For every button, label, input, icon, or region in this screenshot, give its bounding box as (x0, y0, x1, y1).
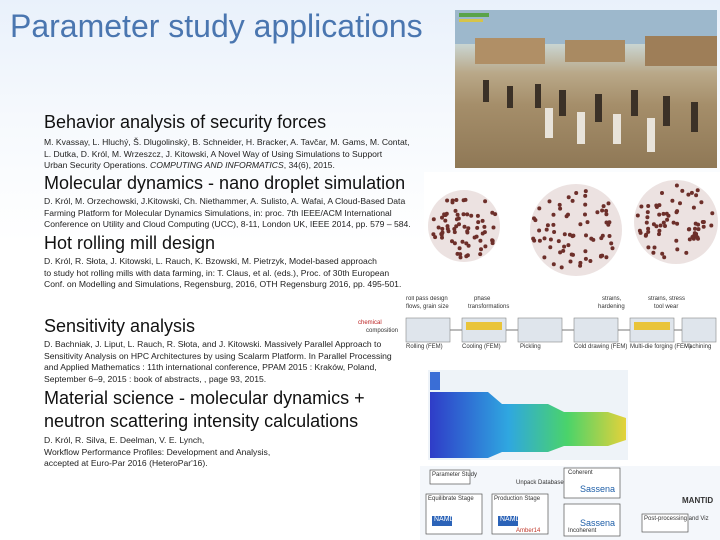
droplet-particle (542, 255, 546, 259)
ref-text: , 34(6), 2015. (283, 160, 335, 170)
droplet-particle (490, 211, 494, 215)
droplet-particle (442, 212, 446, 216)
mill-label-4: strains, stress (648, 296, 686, 302)
droplet-particle (646, 204, 650, 208)
droplet-particle (462, 212, 466, 216)
wf-production: Production Stage (494, 496, 541, 502)
droplet-particle (710, 211, 714, 215)
droplet-particle (578, 222, 582, 226)
fem-simulation-image (428, 370, 628, 460)
droplet-particle (662, 212, 666, 216)
droplet-particle (461, 240, 465, 244)
ref-line: Conf. on Modelling and Simulations, Regensburg, 2016, OTH Regensburg 2016, pp. 495-501. (44, 279, 402, 289)
droplet-particle (665, 218, 669, 222)
droplet-particle (583, 194, 587, 198)
droplet-particle (694, 222, 698, 226)
droplet-particle (462, 198, 466, 202)
wf-namd-2: NAMD (500, 516, 521, 523)
stage-forging: Multi-die forging (FEM) (630, 344, 692, 350)
droplet-particle (645, 215, 649, 219)
droplet-particle (463, 225, 467, 229)
droplet-particle (694, 193, 698, 197)
droplet-particle (674, 239, 678, 243)
security-simulation-image (455, 10, 717, 168)
section-heading-material-2: neutron scattering intensity calculations (44, 411, 359, 431)
droplet-particle (644, 234, 648, 238)
droplet-particle (558, 207, 562, 211)
droplet-particle (560, 265, 564, 269)
droplet-particle (595, 210, 599, 214)
mill-label-1: roll pass design (406, 296, 448, 302)
droplet-particle (466, 253, 470, 257)
droplet-particle (653, 246, 657, 250)
droplet-particle (672, 221, 676, 225)
mill-label-2b: transformations (468, 304, 510, 310)
droplet-particle (638, 229, 642, 233)
droplet-particle (445, 199, 449, 203)
composition-label: composition (366, 328, 399, 334)
wf-incoherent: Incoherent (568, 528, 597, 534)
droplet-particle (566, 243, 570, 247)
droplet-particle (537, 206, 541, 210)
wf-postprocessing: Post-processing and Viz (644, 516, 709, 522)
droplet-particle (441, 231, 445, 235)
droplet-particle (675, 247, 679, 251)
droplet-particle (552, 262, 556, 266)
rolling-mill-diagram (402, 296, 720, 360)
ref-line: to study hot rolling mills with data farming, in: T. Claus, et al. (eds.), Proc. of 30th European (44, 267, 390, 278)
droplet-particle (492, 226, 496, 230)
ref-line: D. Król, M. Orzechowski, J.Kitowski, Ch. Niethammer, A. Sulisto, A. Wafai, A Cloud-Based Data (44, 196, 406, 206)
droplet-particle (453, 241, 457, 245)
droplet-particle (545, 228, 549, 232)
ref-line: and Applied Mathematics : 11th international conference, PPAM 2015 : Kraków, Poland, (44, 362, 377, 372)
droplet-particle (651, 251, 655, 255)
droplet-particle (552, 213, 556, 217)
droplet-particle (600, 209, 604, 213)
droplet-particle (568, 233, 572, 237)
droplet-particle (660, 252, 664, 256)
droplet-clusters (424, 172, 720, 280)
workflow-diagram (420, 466, 720, 540)
droplet-particle (604, 212, 608, 216)
droplet-particle (548, 199, 552, 203)
droplet-particle (583, 213, 587, 217)
wf-parameter-study: Parameter Study (432, 472, 478, 478)
droplet-particle (478, 239, 482, 243)
wf-unpack: Unpack Database (516, 480, 564, 486)
mill-label-2: phase (474, 296, 491, 302)
section-heading-molecular: Molecular dynamics - nano droplet simulation (44, 173, 406, 193)
droplet-particle (584, 257, 588, 261)
droplet-particle (459, 255, 463, 259)
wf-namd-1: NAMD (434, 516, 455, 523)
droplet-particle (636, 214, 640, 218)
droplet-particle (454, 209, 458, 213)
security-scene (455, 10, 717, 168)
droplet-particle (481, 232, 485, 236)
droplet-particle (483, 244, 487, 248)
stage-rolling: Rolling (FEM) (406, 344, 443, 350)
wf-amber: Amber14 (516, 528, 541, 534)
droplet-particle (659, 224, 663, 228)
droplet-particle (690, 191, 694, 195)
wf-mantid: MANTID (682, 496, 714, 505)
stage-cooling: Cooling (FEM) (462, 344, 501, 350)
droplet-particle (574, 191, 578, 195)
droplet-particle (562, 245, 566, 249)
droplet-particle (709, 224, 713, 228)
wf-equilibrate: Equilibrate Stage (428, 496, 474, 502)
droplet-particle (657, 232, 661, 236)
ref-line: D. Król, R. Silva, E. Deelman, V. E. Lynch, (44, 435, 205, 445)
droplet-particle (607, 220, 611, 224)
droplet-particle (687, 227, 691, 231)
droplet-particle (646, 210, 650, 214)
droplet-particle (491, 241, 495, 245)
droplet-particle (566, 213, 570, 217)
wf-coherent: Coherent (568, 470, 593, 476)
section-heading-material: Material science - molecular dynamics + (44, 388, 365, 408)
droplet-particle (680, 189, 684, 193)
reference-sensitivity (44, 339, 416, 385)
droplet-particle (551, 223, 555, 227)
nano-droplet-image (424, 172, 720, 280)
reference-molecular (44, 196, 430, 231)
ref-text: Urban Security Operations. (44, 160, 148, 170)
droplet-particle (675, 184, 679, 188)
droplet-particle (663, 224, 667, 228)
droplet-particle (456, 213, 460, 217)
droplet-particle (654, 224, 658, 228)
droplet-particle (570, 253, 574, 257)
droplet-particle (538, 239, 542, 243)
droplet-particle (584, 189, 588, 193)
droplet-particle (548, 245, 552, 249)
droplet-particle (662, 255, 666, 259)
droplet-particle (532, 216, 536, 220)
fem-field (428, 370, 628, 460)
droplet-particle (678, 201, 682, 205)
droplet-particle (602, 204, 606, 208)
droplet-particle (657, 213, 661, 217)
ref-line: D. Bachniak, J. Liput, L. Rauch, R. Słota, and J. Kitowski. Massively Parallel Approach to (44, 339, 382, 349)
droplet-particle (662, 221, 666, 225)
ref-line (44, 160, 424, 172)
wf-sassena-1: Sassena (580, 484, 616, 494)
droplet-particle (567, 195, 571, 199)
ref-line: D. Król, R. Słota, J. Kitowski, L. Rauch, K. Bzowski, M. Pietrzyk, Model-based approach (44, 256, 377, 266)
droplet-particle (478, 252, 482, 256)
droplet-particle (476, 220, 480, 224)
droplet-particle (586, 220, 590, 224)
ref-line: Sensitivity Analysis on HPC Architectures by using Scalarm Platform. In Parallel Processing (44, 350, 392, 361)
droplet-particle (465, 212, 469, 216)
droplet-particle (432, 217, 436, 221)
droplet-particle (571, 199, 575, 203)
droplet-particle (466, 226, 470, 230)
droplet-particle (451, 199, 455, 203)
droplet-particle (446, 227, 450, 231)
droplet-particle (670, 199, 674, 203)
droplet-particle (645, 221, 649, 225)
droplet-particle (688, 237, 692, 241)
ref-line: Workflow Performance Profiles: Development and Analysis, (44, 446, 271, 457)
droplet-particle (588, 259, 592, 263)
ref-line: September 6–9, 2015 : book of abstracts, , page 93, 2015. (44, 373, 267, 384)
droplet-particle (697, 227, 701, 231)
ref-line: L. Dutka, D. Król, M. Wrzeszcz, J. Kitowski, A Novel Way of Using Simulations to Support (44, 148, 383, 159)
droplet-particle (531, 237, 535, 241)
droplet-particle (591, 238, 595, 242)
droplet-particle (611, 246, 615, 250)
droplet-particle (453, 230, 457, 234)
ref-journal: COMPUTING AND INFORMATICS (150, 160, 284, 170)
wf-sassena-2: Sassena (580, 518, 616, 528)
droplet-particle (657, 229, 661, 233)
droplet-particle (601, 234, 605, 238)
droplet-particle (604, 255, 608, 259)
droplet-particle (654, 204, 658, 208)
droplet-particle (684, 251, 688, 255)
reference-rolling (44, 256, 424, 291)
droplet-particle (646, 245, 650, 249)
droplet-particle (569, 260, 573, 264)
section-heading-security: Behavior analysis of security forces (44, 112, 327, 132)
droplet-particle (702, 225, 706, 229)
droplet-particle (701, 220, 705, 224)
ref-line: M. Kvassay, L. Hluchý, Š. Dlugolinský, B. Schneider, H. Bracker, A. Tavčar, M. Gams, M. Contat, (44, 137, 410, 147)
section-heading-sensitivity: Sensitivity analysis (44, 316, 196, 336)
droplet-particle (443, 219, 447, 223)
stage-pickling: Pickling (520, 344, 541, 350)
droplet-particle (455, 217, 459, 221)
droplet-particle (557, 239, 561, 243)
droplet-particle (483, 199, 487, 203)
droplet-particle (454, 198, 458, 202)
droplet-particle (686, 193, 690, 197)
droplet-particle (584, 233, 588, 237)
droplet-particle (473, 236, 477, 240)
droplet-particle (675, 209, 679, 213)
droplet-particle (543, 236, 547, 240)
droplet-particle (558, 203, 562, 207)
droplet-particle (693, 227, 697, 231)
droplet-particle (476, 214, 480, 218)
droplet-particle (537, 229, 541, 233)
droplet-particle (667, 214, 671, 218)
reference-material (44, 435, 344, 470)
droplet-particle (454, 224, 458, 228)
stage-cold-drawing: Cold drawing (FEM) (574, 344, 628, 350)
droplet-particle (646, 230, 650, 234)
ref-line: Conference on Utility and Cloud Computing (UCC), 8-11, London UK, IEEE 2014, pp. 579 – 584. (44, 219, 411, 229)
section-heading-rolling: Hot rolling mill design (44, 233, 216, 253)
stage-machining: Machining (684, 344, 712, 350)
droplet-particle (675, 222, 679, 226)
droplet-particle (549, 238, 553, 242)
droplet-particle (469, 214, 473, 218)
droplet-particle (479, 247, 483, 251)
droplet-particle (696, 236, 700, 240)
ref-line: accepted at Euro-Par 2016 (HeteroPar'16). (44, 458, 208, 468)
droplet-particle (546, 223, 550, 227)
chemical-label: chemical (358, 320, 382, 326)
droplet-particle (696, 188, 700, 192)
droplet-particle (583, 249, 587, 253)
droplet-particle (458, 246, 462, 250)
mill-label-1b: flows, grain size (406, 304, 449, 310)
droplet-particle (639, 205, 643, 209)
droplet-particle (563, 232, 567, 236)
droplet-particle (464, 241, 468, 245)
droplet-particle (561, 249, 565, 253)
droplet-particle (482, 225, 486, 229)
droplet-particle (692, 206, 696, 210)
droplet-particle (481, 219, 485, 223)
droplet-particle (552, 230, 556, 234)
droplet-particle (608, 234, 612, 238)
mill-label-3b: hardening (598, 304, 625, 310)
droplet-particle (609, 241, 613, 245)
droplet-particle (607, 201, 611, 205)
droplet-particle (660, 191, 664, 195)
droplet-particle (437, 226, 441, 230)
droplet-particle (431, 232, 435, 236)
reference-security (44, 137, 424, 172)
droplet-particle (578, 261, 582, 265)
mill-label-4b: tool wear (654, 304, 679, 310)
mill-label-3: strains, (602, 296, 622, 302)
ref-line: Farming Platform for Molecular Dynamics Simulations, in: proc. 7th IEEE/ACM International (44, 207, 392, 218)
droplet-particle (440, 227, 444, 231)
droplet-particle (699, 200, 703, 204)
slide-title: Parameter study applications (10, 8, 423, 44)
droplet-particle (583, 203, 587, 207)
droplet-particle (599, 254, 603, 258)
droplet-particle (475, 226, 479, 230)
